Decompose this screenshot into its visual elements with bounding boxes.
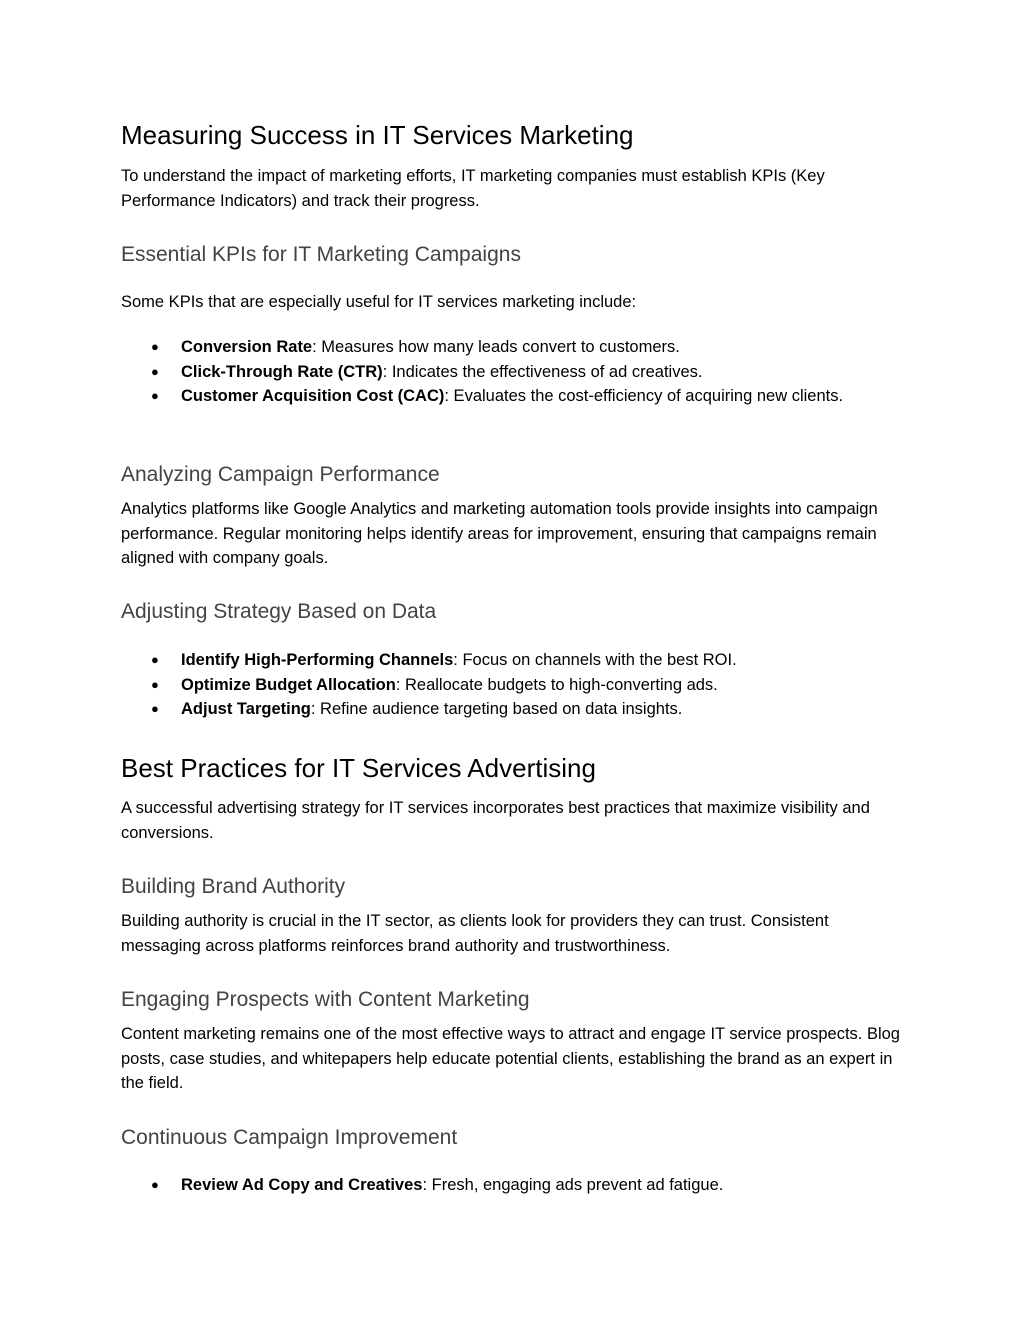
list-item (121, 648, 911, 673)
list-item (121, 360, 911, 385)
list-item-description: : Measures how many leads convert to customers. (312, 338, 680, 356)
list-item-term: Customer Acquisition Cost (CAC) (181, 387, 445, 405)
heading-best-practices: Best Practices for IT Services Advertising (121, 753, 596, 783)
bullet-icon: ● (151, 701, 159, 716)
paragraph-measuring-success-intro: To understand the impact of marketing efforts, IT marketing companies must establish KPIs (Key Performance Indicators) and track their progress. (121, 167, 825, 210)
list-item (121, 335, 911, 360)
list-item (121, 1173, 911, 1198)
list-continuous-improvement (121, 1173, 911, 1198)
paragraph-content-marketing: Content marketing remains one of the most effective ways to attract and engage IT service prospects. Blog posts, case studies, and whitepapers help educate potential clients, establishing the brand as an expert in the field. (121, 1025, 900, 1092)
bullet-icon: ● (151, 363, 159, 379)
list-essential-kpis (121, 335, 911, 409)
heading-measuring-success: Measuring Success in IT Services Marketing (121, 120, 634, 150)
heading-content-marketing: Engaging Prospects with Content Marketing (121, 988, 530, 1011)
heading-brand-authority: Building Brand Authority (121, 875, 346, 898)
list-item-term: Click-Through Rate (CTR) (181, 362, 383, 381)
paragraph-analyzing-performance: Analytics platforms like Google Analytics and marketing automation tools provide insights into campaign performance. Regular monitoring helps identify areas for improvement, ensuring that campaigns remain aligned with company goals. (121, 500, 878, 567)
paragraph-best-practices-intro: A successful advertising strategy for IT services incorporates best practices that maximize visibility and conversions. (121, 799, 870, 842)
list-item (121, 673, 911, 698)
bullet-icon: ● (151, 388, 159, 403)
bullet-icon: ● (151, 652, 159, 667)
list-item (121, 384, 911, 409)
list-item-description: : Reallocate budgets to high-converting ads. (395, 675, 718, 694)
bullet-icon: ● (151, 339, 159, 354)
list-item-term: Review Ad Copy and Creatives (181, 1176, 423, 1194)
paragraph-essential-kpis-intro: Some KPIs that are especially useful for IT services marketing include: (121, 293, 637, 311)
list-item (121, 697, 911, 722)
paragraph-brand-authority: Building authority is crucial in the IT sector, as clients look for providers they can trust. Consistent messaging across platforms reinforces brand authority and trustworthiness. (121, 912, 829, 955)
heading-continuous-improvement: Continuous Campaign Improvement (121, 1126, 458, 1149)
list-item-term: Conversion Rate (181, 338, 313, 356)
list-item-description: : Focus on channels with the best ROI. (453, 651, 737, 669)
list-item-term: Adjust Targeting (181, 700, 311, 718)
list-item-description: : Fresh, engaging ads prevent ad fatigue. (422, 1176, 724, 1194)
list-item-term: Identify High-Performing Channels (181, 651, 454, 669)
heading-essential-kpis: Essential KPIs for IT Marketing Campaigns (121, 243, 521, 266)
list-item-description: : Refine audience targeting based on data insights. (310, 700, 683, 718)
list-item-description: : Evaluates the cost-efficiency of acquiring new clients. (444, 387, 844, 405)
bullet-icon: ● (151, 676, 159, 692)
heading-adjusting-strategy: Adjusting Strategy Based on Data (121, 600, 437, 623)
bullet-icon: ● (151, 1177, 159, 1192)
list-item-description: : Indicates the effectiveness of ad creatives. (382, 362, 703, 381)
list-adjusting-strategy (121, 648, 911, 722)
heading-analyzing-performance: Analyzing Campaign Performance (121, 463, 440, 486)
list-item-term: Optimize Budget Allocation (181, 675, 396, 694)
